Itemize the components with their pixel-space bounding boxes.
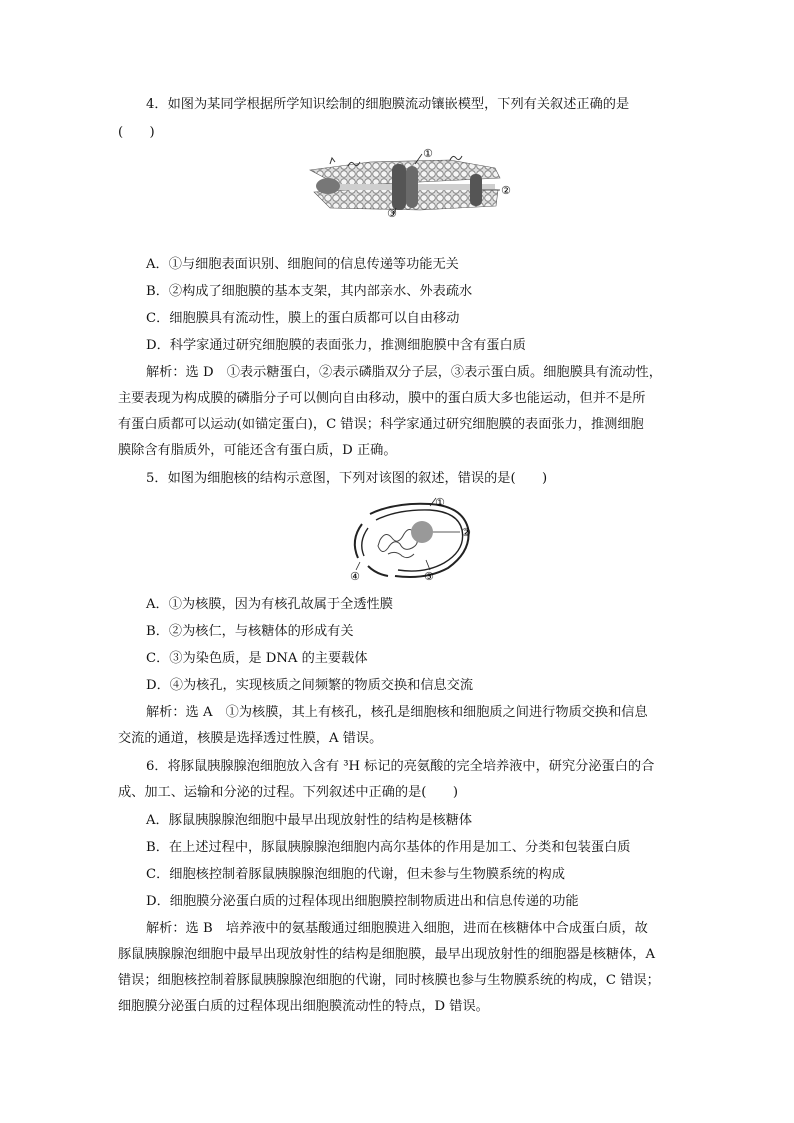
q6-option-a: A．豚鼠胰腺腺泡细胞中最早出现放射性的结构是核糖体 — [146, 813, 473, 828]
q4-stem-line1: 4．如图为某同学根据所学知识绘制的细胞膜流动镶嵌模型，下列有关叙述正确的是 — [146, 97, 630, 112]
q4-analysis-line1: 解析：选 D ①表示糖蛋白，②表示磷脂双分子层，③表示蛋白质。细胞膜具有流动性， — [146, 365, 662, 380]
q5-option-b: B．②为核仁，与核糖体的形成有关 — [146, 624, 354, 639]
q4-analysis-line2: 主要表现为构成膜的磷脂分子可以侧向自由移动，膜中的蛋白质大多也能运动，但并不是所 — [118, 391, 646, 406]
q4-stem-line2: ( ) — [118, 125, 155, 140]
q6-analysis-line3: 错误；细胞核控制着豚鼠胰腺腺泡细胞的代谢，同时核膜也参与生物膜系统的构成，C 错误； — [118, 973, 660, 988]
q5-option-a: A．①为核膜，因为有核孔故属于全透性膜 — [146, 597, 393, 612]
q4-figure-label-2: ② — [501, 184, 511, 197]
q4-option-c: C．细胞膜具有流动性，膜上的蛋白质都可以自由移动 — [146, 311, 460, 326]
q5-option-d: D．④为核孔，实现核质之间频繁的物质交换和信息交流 — [146, 678, 474, 693]
q4-figure-label-1: ① — [423, 147, 433, 160]
q6-analysis-line2: 豚鼠胰腺腺泡细胞中最早出现放射性的结构是细胞膜，最早出现放射性的细胞器是核糖体，A — [118, 947, 656, 962]
nucleus-figure — [340, 496, 490, 586]
q4-analysis-line3: 有蛋白质都可以运动(如锚定蛋白)，C 错误；科学家通过研究细胞膜的表面张力，推测细胞 — [118, 417, 644, 432]
q5-option-c: C．③为染色质，是 DNA 的主要载体 — [146, 651, 368, 666]
q6-option-b: B．在上述过程中，豚鼠胰腺腺泡细胞内高尔基体的作用是加工、分类和包装蛋白质 — [146, 840, 631, 855]
cell-membrane-figure — [300, 146, 520, 218]
q6-stem-line2: 成、加工、运输和分泌的过程。下列叙述中正确的是( ) — [118, 785, 458, 800]
q5-analysis-line1: 解析：选 A ①为核膜，其上有核孔，核孔是细胞核和细胞质之间进行物质交换和信息 — [146, 705, 648, 720]
q6-analysis-line1: 解析：选 B 培养液中的氨基酸通过细胞膜进入细胞，进而在核糖体中合成蛋白质，故 — [146, 921, 648, 936]
q4-option-d: D．科学家通过研究细胞膜的表面张力，推测细胞膜中含有蛋白质 — [146, 338, 526, 353]
q5-figure-label-1: ① — [435, 496, 445, 509]
q4-analysis-line4: 膜除含有脂质外，可能还含有蛋白质，D 正确。 — [118, 443, 397, 458]
q5-analysis-line2: 交流的通道，核膜是选择透过性膜，A 错误。 — [118, 731, 383, 746]
q4-option-a: A．①与细胞表面识别、细胞间的信息传递等功能无关 — [146, 257, 459, 272]
q5-figure-label-2: ② — [461, 526, 471, 539]
q6-stem-line1: 6．将豚鼠胰腺腺泡细胞放入含有 ³H 标记的亮氨酸的完全培养液中，研究分泌蛋白的合 — [146, 759, 655, 774]
q4-option-b: B．②构成了细胞膜的基本支架，其内部亲水、外表疏水 — [146, 284, 473, 299]
q6-option-c: C．细胞核控制着豚鼠胰腺腺泡细胞的代谢，但未参与生物膜系统的构成 — [146, 867, 565, 882]
q4-figure-label-3: ③ — [387, 207, 397, 218]
q6-option-d: D．细胞膜分泌蛋白质的过程体现出细胞膜控制物质进出和信息传递的功能 — [146, 894, 579, 909]
q5-stem-line1: 5．如图为细胞核的结构示意图，下列对该图的叙述，错误的是( ) — [146, 471, 548, 486]
q5-figure-label-4: ④ — [350, 570, 360, 583]
q6-analysis-line4: 细胞膜分泌蛋白质的过程体现出细胞膜流动性的特点，D 错误。 — [118, 999, 489, 1014]
q5-figure-label-3: ③ — [424, 570, 434, 583]
